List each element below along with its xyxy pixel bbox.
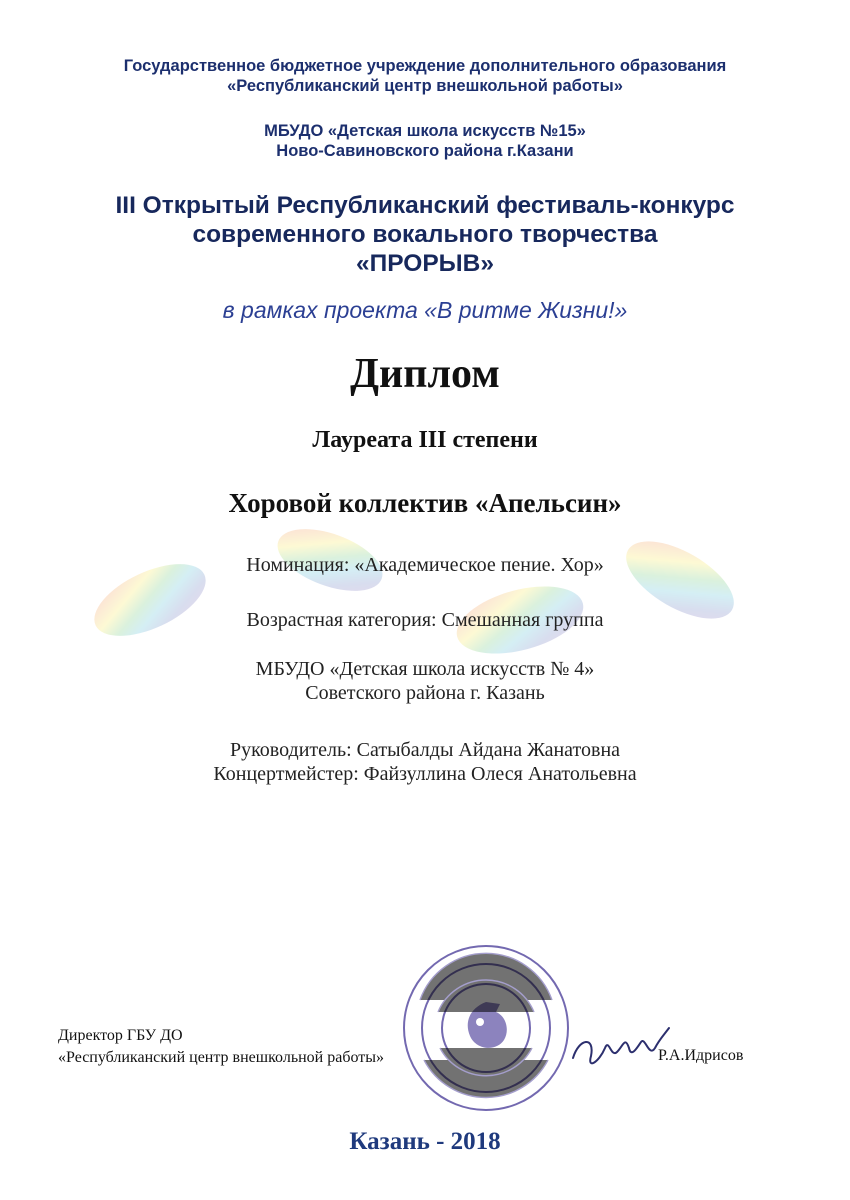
recipient-school (0, 657, 850, 705)
signer-name: Р.А.Идрисов (658, 1047, 744, 1064)
director-title (58, 1025, 384, 1069)
org-line-1: Государственное бюджетное учреждение дополнительного образования (123, 57, 727, 75)
staff (0, 738, 850, 786)
director-line-1: Директор ГБУ ДО (58, 1027, 183, 1044)
laureate-degree: Лауреата III степени (312, 427, 538, 453)
festival-title (0, 191, 850, 278)
festival-name: «ПРОРЫВ» (356, 250, 494, 277)
official-stamp (400, 942, 572, 1114)
org-line-2: «Республиканский центр внешкольной работы» (227, 77, 623, 95)
recipient-school-line-1: МБУДО «Детская школа искусств № 4» (255, 658, 595, 680)
recipient-school-line-2: Советского района г. Казань (305, 682, 545, 704)
nomination: Номинация: «Академическое пение. Хор» (246, 554, 604, 576)
recipient-name: Хоровой коллектив «Апельсин» (228, 488, 622, 518)
director-signature (565, 1018, 675, 1078)
festival-line-2: современного вокального творчества (192, 221, 658, 248)
school-line-2: Ново-Савиновского района г.Казани (276, 142, 574, 160)
festival-project: в рамках проекта «В ритме Жизни!» (222, 297, 628, 323)
city-year: Казань - 2018 (349, 1128, 501, 1155)
festival-line-1: III Открытый Республиканский фестиваль-конкурс (115, 192, 735, 219)
diploma-title: Диплом (350, 351, 500, 397)
accompanist: Концертмейстер: Файзуллина Олеся Анатольевна (213, 763, 637, 785)
director-line-2: «Республиканский центр внешкольной работы» (58, 1049, 385, 1066)
host-school (0, 121, 850, 161)
age-category: Возрастная категория: Смешанная группа (246, 609, 604, 631)
school-line-1: МБУДО «Детская школа искусств №15» (264, 122, 586, 140)
organization-header (0, 56, 850, 96)
leader: Руководитель: Сатыбалды Айдана Жанатовна (229, 739, 621, 761)
